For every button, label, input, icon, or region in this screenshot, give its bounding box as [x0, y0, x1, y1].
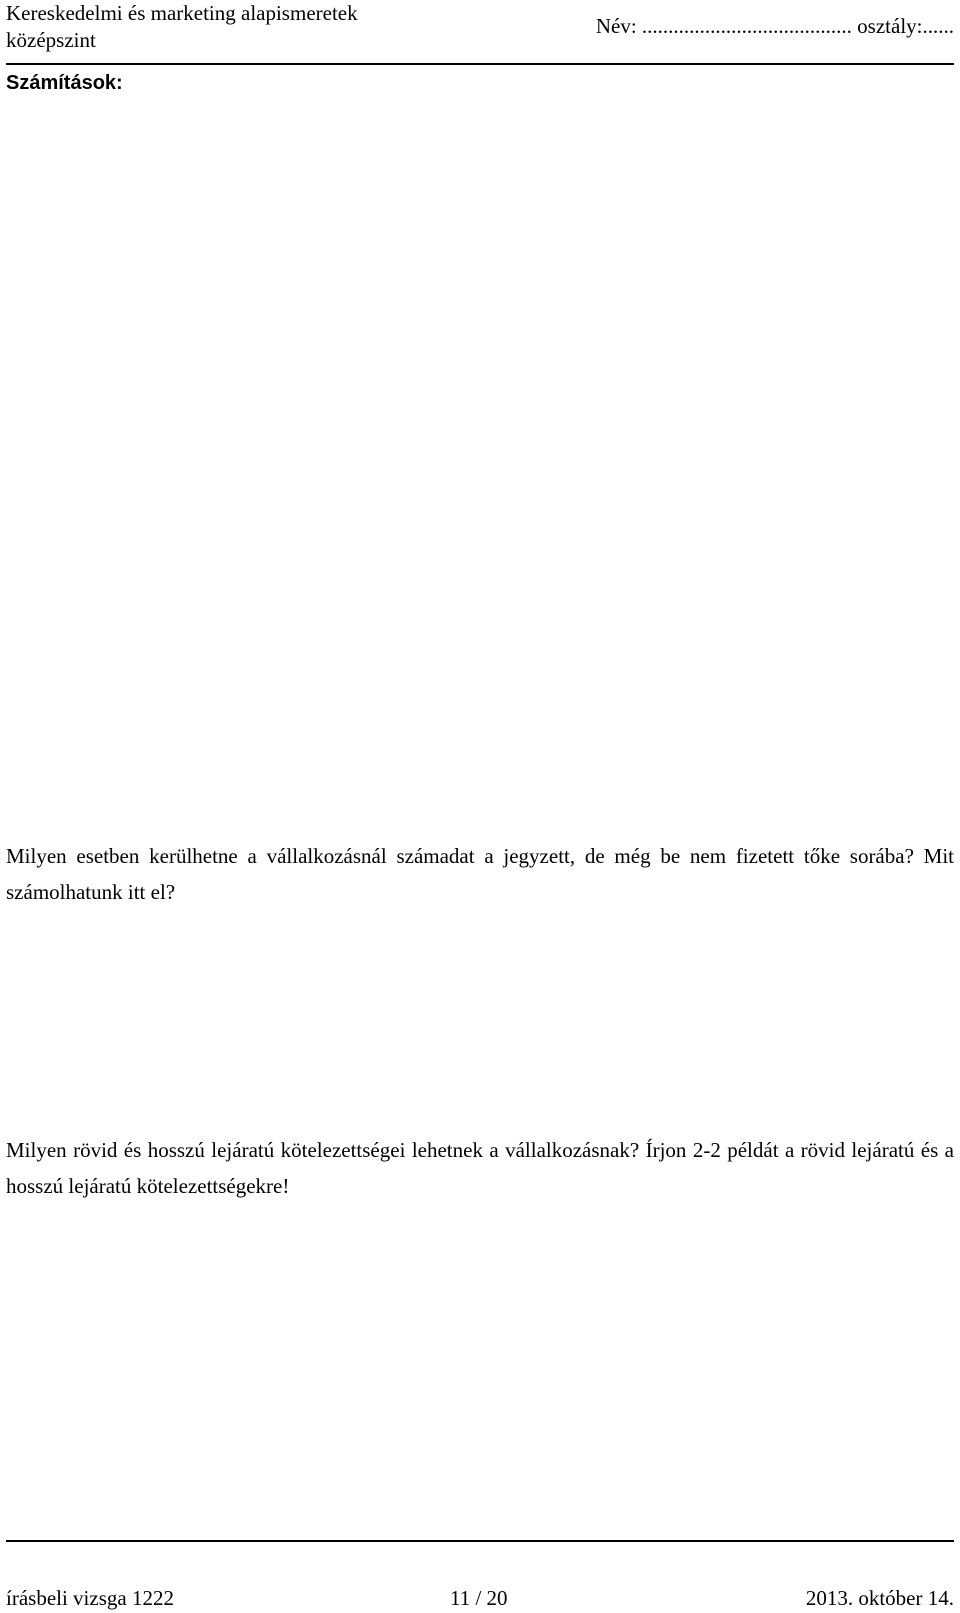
exam-date: 2013. október 14. — [805, 1586, 954, 1610]
subject-title: Kereskedelmi és marketing alapismeretek — [6, 1, 358, 25]
footer-divider — [6, 1540, 954, 1542]
class-field: osztály:...... — [857, 14, 954, 38]
question-text: Milyen rövid és hosszú lejáratú kötelezettségei lehetnek a vállalkozásnak? Írjon 2-2 példát a rövid lejáratú és a hosszú lejáratú kötelezettségekre! — [6, 1138, 954, 1198]
question-text: Milyen esetben kerülhetne a vállalkozásnál számadat a jegyzett, de még be nem fizetett tőke sorába? Mit számolhatunk itt el? — [6, 844, 954, 904]
exam-code: írásbeli vizsga 1222 — [6, 1586, 174, 1610]
subject-level: középszint — [6, 28, 96, 52]
header-student-fields — [596, 13, 954, 40]
name-field: Név: ........................................ — [595, 14, 852, 38]
page-number: 11 / 20 — [450, 1586, 508, 1610]
header-divider — [6, 63, 954, 65]
section-title: Számítások: — [6, 72, 123, 94]
header-subject — [6, 0, 358, 54]
